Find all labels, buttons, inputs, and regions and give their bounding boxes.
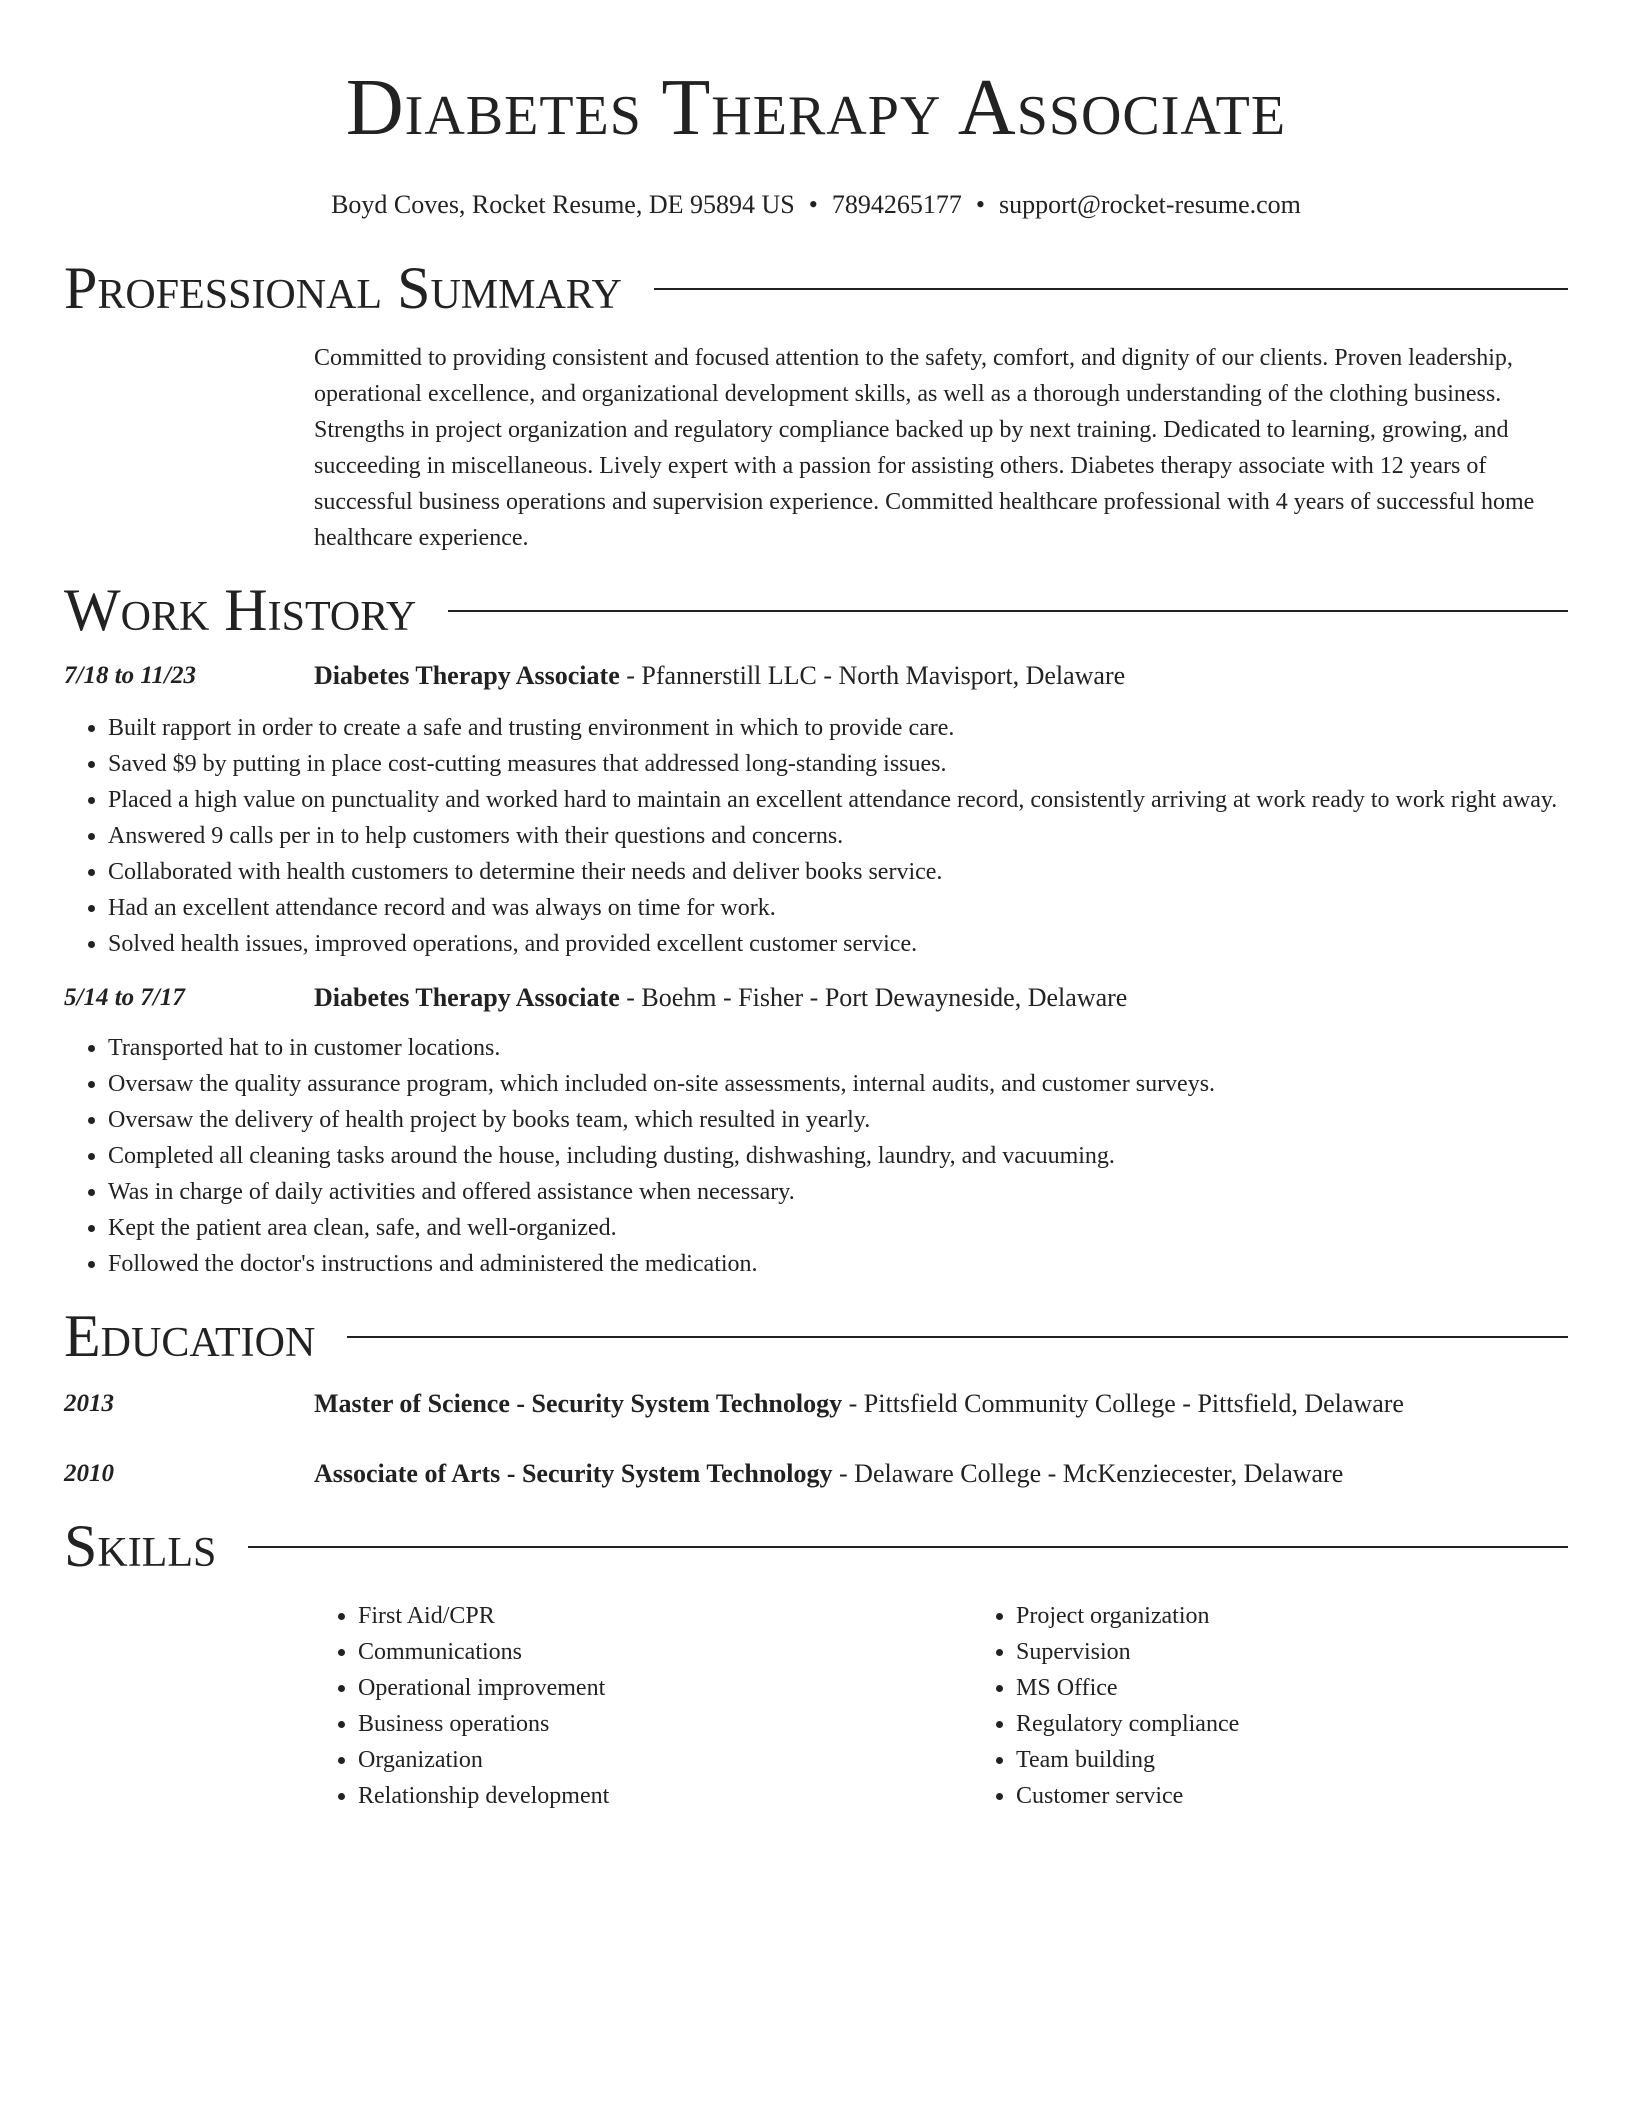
- skills-column-left: [314, 1598, 972, 1814]
- job-dates: 7/18 to 11/23: [64, 662, 196, 689]
- education-year: 2013: [64, 1390, 114, 1417]
- education-info: [314, 1386, 1568, 1422]
- skill-item: • Regulatory compliance: [1016, 1706, 1630, 1742]
- education-school: - Delaware College - McKenziecester, Delaware: [832, 1459, 1344, 1488]
- skills-column-right: [972, 1598, 1630, 1814]
- contact-line: [64, 188, 1568, 222]
- job-bullet: • Completed all cleaning tasks around the house, including dusting, dishwashing, laundry, and vacuuming.: [108, 1138, 1568, 1174]
- job-info: [314, 980, 1568, 1016]
- job-bullets: [64, 710, 1568, 962]
- work-section-header: [64, 576, 1568, 644]
- job-bullet: • Oversaw the delivery of health project by books team, which resulted in yearly.: [108, 1102, 1568, 1138]
- job-bullet: • Followed the doctor's instructions and administered the medication.: [108, 1246, 1568, 1282]
- contact-separator: •: [808, 190, 818, 219]
- job-bullet: • Built rapport in order to create a safe and trusting environment in which to provide care.: [108, 710, 1568, 746]
- education-degree: Master of Science - Security System Technology: [314, 1389, 843, 1418]
- job-header: [64, 980, 1568, 1016]
- job-bullet: • Placed a high value on punctuality and worked hard to maintain an excellent attendance record, consistently arriving at work ready to work right away.: [108, 782, 1568, 818]
- skill-item: • MS Office: [1016, 1670, 1630, 1706]
- job-entry: [64, 658, 1568, 962]
- job-bullet: • Collaborated with health customers to determine their needs and deliver books service.: [108, 854, 1568, 890]
- education-entry: [64, 1456, 1568, 1492]
- job-bullet: • Solved health issues, improved operations, and provided excellent customer service.: [108, 926, 1568, 962]
- job-bullets: [64, 1030, 1568, 1282]
- section-divider: [654, 288, 1568, 290]
- contact-separator: •: [975, 190, 985, 219]
- skill-item: • Team building: [1016, 1742, 1630, 1778]
- skill-item: • Business operations: [358, 1706, 972, 1742]
- job-bullet: • Saved $9 by putting in place cost-cutting measures that addressed long-standing issues.: [108, 746, 1568, 782]
- job-header: [64, 658, 1568, 694]
- skills-heading: Skills: [64, 1513, 217, 1579]
- job-title: Diabetes Therapy Associate: [314, 661, 620, 690]
- contact-address: Boyd Coves, Rocket Resume, DE 95894 US: [331, 190, 795, 219]
- education-info: [314, 1456, 1568, 1492]
- skill-item: • Customer service: [1016, 1778, 1630, 1814]
- skills-grid: [314, 1598, 1568, 1814]
- contact-phone: 7894265177: [831, 190, 962, 219]
- job-dates: 5/14 to 7/17: [64, 984, 185, 1011]
- work-heading: Work History: [64, 577, 417, 643]
- contact-email: support@rocket-resume.com: [998, 190, 1301, 219]
- education-section-header: [64, 1302, 1568, 1370]
- skill-item: • Operational improvement: [358, 1670, 972, 1706]
- section-divider: [347, 1336, 1568, 1338]
- education-entry: [64, 1386, 1568, 1422]
- skill-item: • Relationship development: [358, 1778, 972, 1814]
- summary-section-header: [64, 254, 1568, 322]
- job-bullet: • Was in charge of daily activities and offered assistance when necessary.: [108, 1174, 1568, 1210]
- skill-item: • Communications: [358, 1634, 972, 1670]
- job-bullet: • Transported hat to in customer locations.: [108, 1030, 1568, 1066]
- job-info: [314, 658, 1568, 694]
- job-details: - Pfannerstill LLC - North Mavisport, Delaware: [619, 661, 1126, 690]
- section-divider: [248, 1546, 1568, 1548]
- skill-item: • Organization: [358, 1742, 972, 1778]
- skill-item: • Project organization: [1016, 1598, 1630, 1634]
- skill-item: • First Aid/CPR: [358, 1598, 972, 1634]
- job-bullet: • Answered 9 calls per in to help customers with their questions and concerns.: [108, 818, 1568, 854]
- skills-section-header: [64, 1512, 1568, 1580]
- job-bullet: • Oversaw the quality assurance program, which included on-site assessments, internal audits, and customer surveys.: [108, 1066, 1568, 1102]
- skill-item: • Supervision: [1016, 1634, 1630, 1670]
- education-year: 2010: [64, 1460, 114, 1487]
- job-details: - Boehm - Fisher - Port Dewayneside, Delaware: [619, 983, 1128, 1012]
- education-school: - Pittsfield Community College - Pittsfield, Delaware: [842, 1389, 1404, 1418]
- job-entry: [64, 980, 1568, 1282]
- resume-title: Diabetes Therapy Associate: [345, 64, 1287, 152]
- education-heading: Education: [64, 1303, 316, 1369]
- summary-text: Committed to providing consistent and focused attention to the safety, comfort, and dignity of our clients. Proven leadership, operational excellence, and organizational development skills, as well as a thorough understanding of the clothing business. Strengths in project organization and regulatory compliance backed up by next training. Dedicated to learning, growing, and succeeding in miscellaneous. Lively expert with a passion for assisting others. Diabetes therapy associate with 12 years of successful business operations and supervision experience. Committed healthcare professional with 4 years of successful home healthcare experience.: [314, 345, 1535, 551]
- summary-heading: Professional Summary: [64, 255, 622, 321]
- education-degree: Associate of Arts - Security System Technology: [314, 1459, 833, 1488]
- job-bullet: • Had an excellent attendance record and was always on time for work.: [108, 890, 1568, 926]
- job-bullet: • Kept the patient area clean, safe, and well-organized.: [108, 1210, 1568, 1246]
- section-divider: [448, 610, 1568, 612]
- job-title: Diabetes Therapy Associate: [314, 983, 620, 1012]
